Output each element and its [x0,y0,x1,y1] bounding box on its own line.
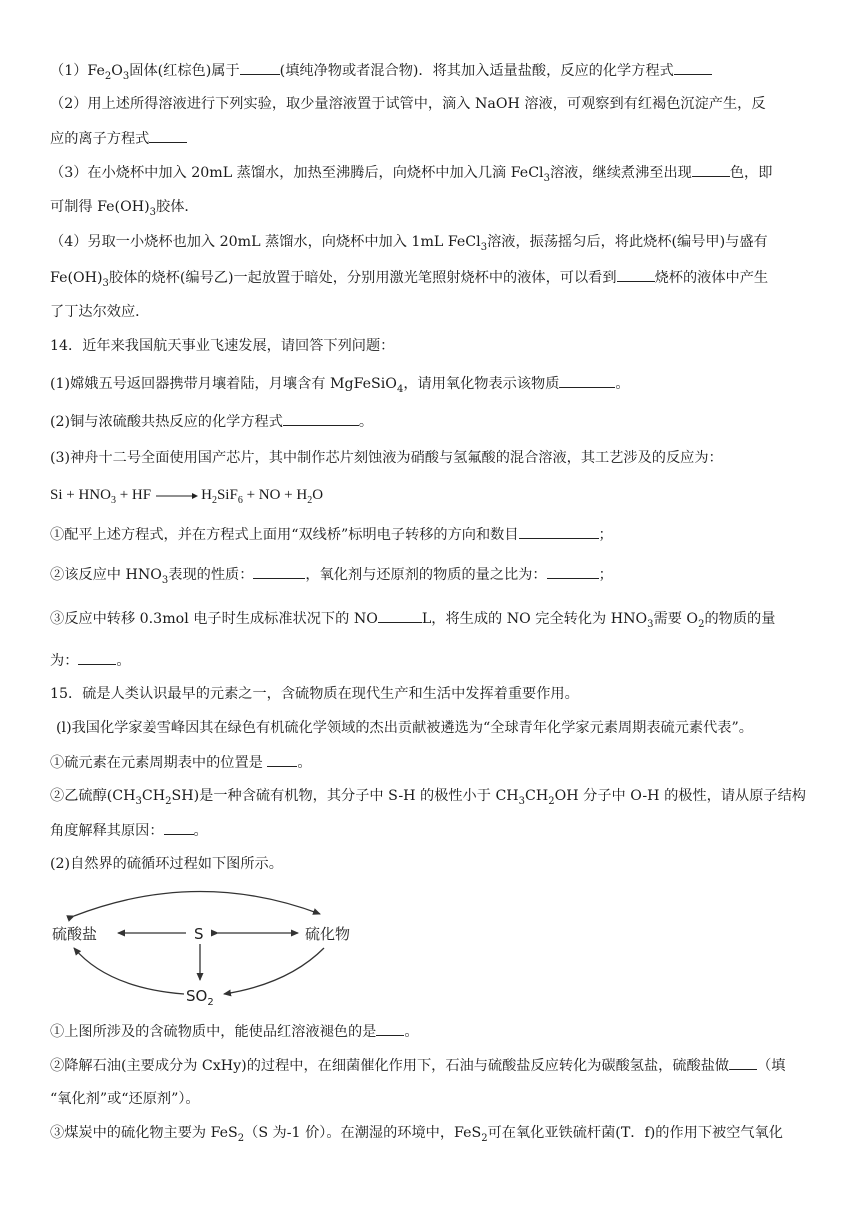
q13-part3-line1: （3）在小烧杯中加入 20mL 蒸馏水，加热至沸腾后，向烧杯中加入几滴 FeCl$_3$溶液，继续煮沸至出现 色，即 [50,162,820,183]
answer-blank[interactable] [267,752,297,767]
answer-blank[interactable] [674,60,712,75]
q15-part1: (l)我国化学家姜雪峰因其在绿色有机硫化学领域的杰出贡献被遴选为“全球青年化学家元素周期表硫元素代表”。 [56,720,753,736]
answer-blank[interactable] [729,1055,757,1070]
cycle-arrow-top [74,891,320,916]
reaction-equation: $Si + HNO_3$ + HF $H_2SiF_6$ + NO + $H_2O$ [50,487,324,506]
q15-sub2-line2: 角度解释其原因： 。 [50,820,820,841]
answer-blank[interactable] [376,1021,404,1036]
arrow-so2-to-sulfate [74,948,184,994]
q13-part2-line2: 应的离子方程式 [50,128,820,149]
q15-t3: ③煤炭中的硫化物主要为 FeS$_2$（S 为-1 价）。在潮湿的环境中，FeS$_2$可在氧化亚铁硫杆菌(T．f)的作用下被空气氧化 [50,1125,783,1144]
q15-sub1: ①硫元素在元素周期表中的位置是 。 [50,752,820,773]
answer-blank[interactable] [253,564,305,579]
q14-part1: (1)嫦娥五号返回器携带月壤着陆，月壤含有 MgFeSiO$_4$，请用氧化物表示该物质 。 [50,373,820,394]
answer-blank[interactable] [149,128,187,143]
q13-part3-line2: 可制得 $Fe(OH)_3$胶体． [50,199,199,218]
q13-part4-line3: 了丁达尔效应． [50,304,150,320]
q14-sub2: ②该反应中 $HNO_3$表现的性质： ，氧化剂与还原剂的物质的量之比为： ； [50,564,820,585]
sulfur-cycle-diagram [48,882,378,1008]
node-so2: $SO_2$ [186,987,214,1008]
q13-part2-line1: （2）用上述所得溶液进行下列实验，取少量溶液置于试管中，滴入 NaOH 溶液，可观察到有红褐色沉淀产生，反 [50,96,766,112]
q14-part2: (2)铜与浓硫酸共热反应的化学方程式 。 [50,411,820,432]
q13-part1: $(1)Fe_2O_3$固体(红棕色)属于 (填纯净物或者混合物)．将其加入适量盐酸，反应的化学方程式 [50,60,820,81]
answer-blank[interactable] [692,162,730,177]
q13-part4-line2: $Fe(OH)_3$胶体的烧杯(编号乙)一起放置于暗处，分别用激光笔照射烧杯中的液体，可以看到 烧杯的液体中产生 [50,267,820,288]
answer-blank[interactable] [559,373,615,388]
q14-sub3-line2: 为： 。 [50,650,820,671]
node-s: S [194,925,204,943]
node-sulfate: 硫酸盐 [52,925,98,943]
arrow-sulfide-to-so2 [224,948,324,994]
answer-blank[interactable] [617,267,655,282]
q14-sub3-line1: ③反应中转移 0.3mol 电子时生成标准状况下的 NO L，将生成的 NO 完全转化为 $HNO_3$需要 $O_2$的物质的量 [50,608,820,629]
q15-t2-line1: ②降解石油(主要成分为 CxHy)的过程中，在细菌催化作用下，石油与硫酸盐反应转化为碳酸氢盐，硫酸盐做 （填 [50,1055,820,1076]
q14-part3: (3)神舟十二号全面使用国产芯片，其中制作芯片刻蚀液为硝酸与氢氟酸的混合溶液，其工艺涉及的反应为： [50,450,723,466]
answer-blank[interactable] [164,820,194,835]
q13-part4-line1: （4）另取一小烧杯也加入 20mL 蒸馏水，向烧杯中加入 1mL FeCl$_3$溶液，振荡摇匀后，将此烧杯(编号甲)与盛有 [50,234,768,253]
answer-blank[interactable] [78,650,116,665]
answer-blank[interactable] [378,608,422,623]
answer-blank[interactable] [519,524,599,539]
q15-sub2-line1: ②乙硫醇$(CH_3CH_2SH)$是一种含硫有机物，其分子中 S-H 的极性小于 $CH_3CH_2OH$ 分子中 O-H 的极性，请从原子结构 [50,788,806,807]
q15-t1: ①上图所涉及的含硫物质中，能使品红溶液褪色的是 。 [50,1021,820,1042]
answer-blank[interactable] [240,60,280,75]
q14-title: 14．近年来我国航天事业飞速发展，请回答下列问题： [50,338,395,354]
answer-blank[interactable] [547,564,599,579]
q15-t2-line2: “氧化剂”或“还原剂”）。 [50,1091,200,1107]
node-sulfide: 硫化物 [305,925,351,943]
q15-title: 15．硫是人类认识最早的元素之一，含硫物质在现代生产和生活中发挥着重要作用。 [50,686,579,702]
reaction-arrow-icon [154,491,198,501]
q15-part2: (2)自然界的硫循环过程如下图所示。 [50,856,283,872]
q14-sub1: ①配平上述方程式，并在方程式上面用“双线桥”标明电子转移的方向和数目 ； [50,524,820,545]
answer-blank[interactable] [283,411,359,426]
